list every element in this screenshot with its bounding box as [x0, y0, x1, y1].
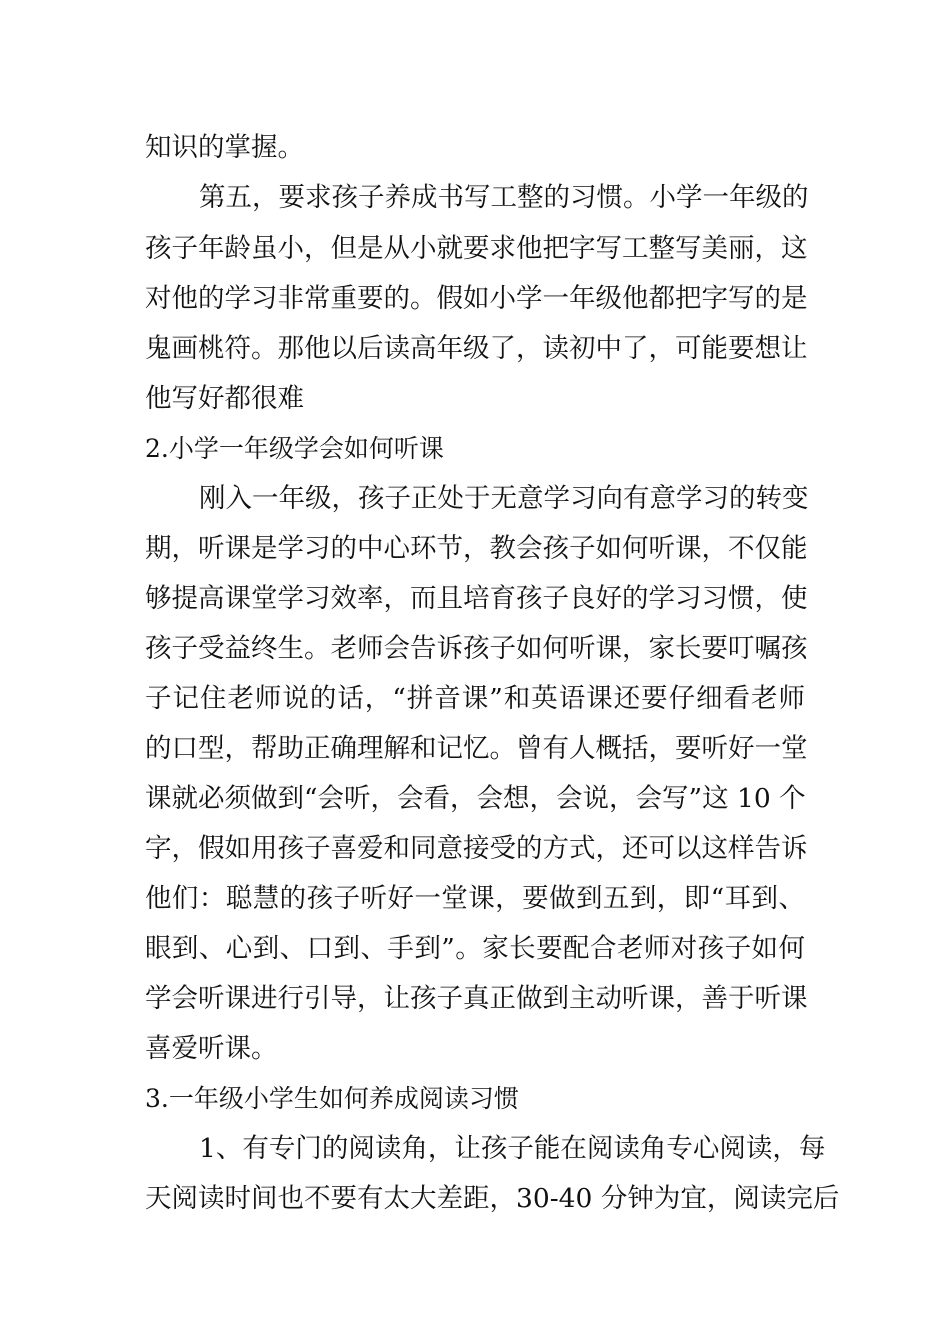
paragraph-line: 学会听课进行引导，让孩子真正做到主动听课，善于听课 [145, 983, 808, 1014]
paragraph-line: 字，假如用孩子喜爱和同意接受的方式，还可以这样告诉 [145, 833, 808, 864]
paragraph-line: 子记住老师说的话，“拼音课”和英语课还要仔细看老师 [145, 683, 805, 714]
paragraph-line: 第五，要求孩子养成书写工整的习惯。小学一年级的 [199, 182, 809, 213]
paragraph-line: 喜爱听课。 [145, 1033, 278, 1064]
paragraph-line: 孩子受益终生。老师会告诉孩子如何听课，家长要叮嘱孩 [145, 633, 808, 664]
paragraph-line: 天阅读时间也不要有太大差距，30-40 分钟为宜，阅读完后 [145, 1183, 840, 1214]
paragraph-line: 他们：聪慧的孩子听好一堂课，要做到五到，即“耳到、 [145, 883, 805, 914]
paragraph-line: 1、有专门的阅读角，让孩子能在阅读角专心阅读，每 [199, 1133, 826, 1164]
paragraph-line: 对他的学习非常重要的。假如小学一年级他都把字写的是 [145, 283, 808, 314]
paragraph-line: 眼到、心到、口到、手到”。家长要配合老师对孩子如何 [145, 933, 805, 964]
paragraph-line: 刚入一年级，孩子正处于无意学习向有意学习的转变 [199, 483, 809, 514]
section-heading: 2.小学一年级学会如何听课 [145, 434, 444, 463]
paragraph-line: 他写好都很难 [145, 383, 304, 414]
paragraph-line: 鬼画桃符。那他以后读高年级了，读初中了，可能要想让 [145, 333, 808, 364]
paragraph-line: 孩子年龄虽小，但是从小就要求他把字写工整写美丽，这 [145, 233, 808, 264]
paragraph-line: 课就必须做到“会听，会看，会想，会说，会写”这 10 个 [145, 783, 806, 814]
paragraph-line: 知识的掌握。 [145, 132, 304, 163]
paragraph-line: 期，听课是学习的中心环节，教会孩子如何听课，不仅能 [145, 533, 808, 564]
paragraph-line: 的口型，帮助正确理解和记忆。曾有人概括，要听好一堂 [145, 733, 808, 764]
paragraph-line: 够提高课堂学习效率，而且培育孩子良好的学习习惯，使 [145, 583, 808, 614]
section-heading: 3.一年级小学生如何养成阅读习惯 [145, 1084, 519, 1113]
